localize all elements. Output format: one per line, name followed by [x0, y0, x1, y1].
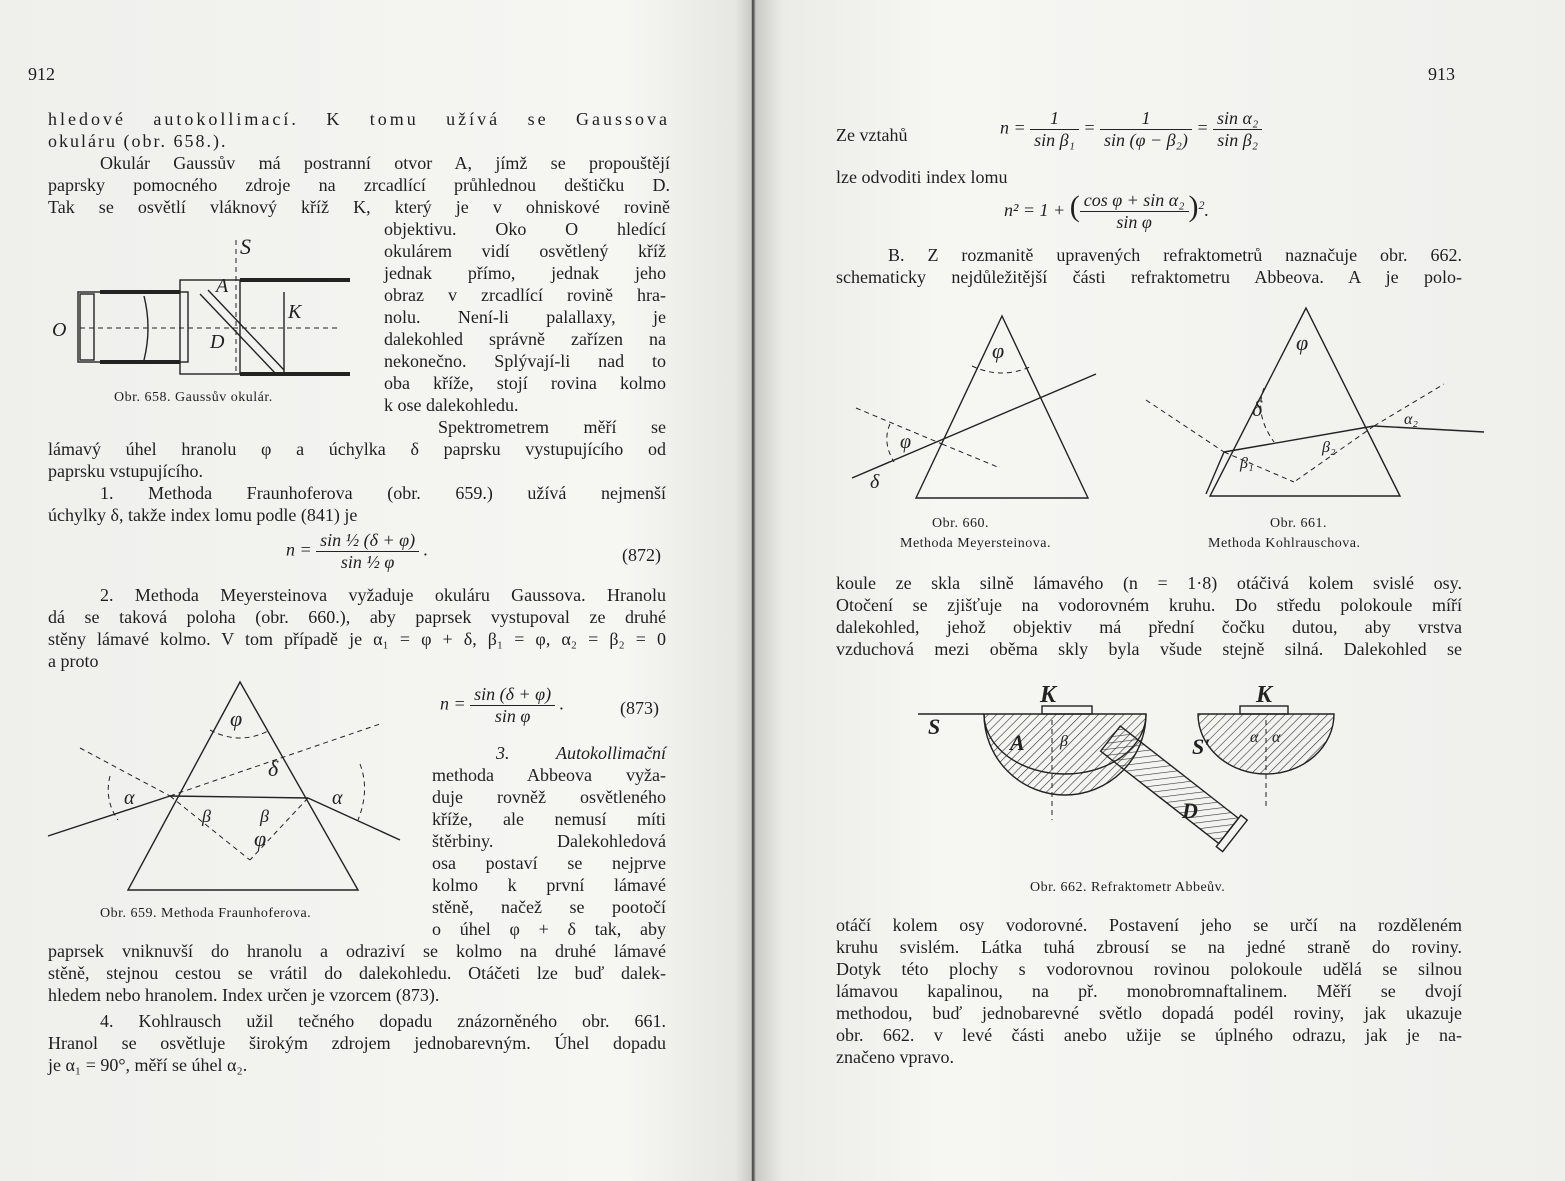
equation-top: n = $\frac{1}{\text{sin β₁}}$ = $\frac{1}{\text{sin (φ − β₂)}}$ = $\frac{\text{sin α₂}}{\text{sin β₂}}$: [1000, 108, 1262, 151]
label-alpha: α: [332, 787, 343, 809]
eq-tail: .: [559, 693, 565, 714]
fig662-caption: Obr. 662. Refraktometr Abbeův.: [1030, 880, 1226, 895]
text-line: okuláru (obr. 658.).: [48, 131, 228, 151]
text-line: lámavý úhel hranolu φ a úchylka δ paprsku vystupujícího od: [48, 439, 666, 459]
text-line: hledem nebo hranolem. Index určen je vzorcem (873).: [48, 985, 440, 1005]
label-phi: φ: [1296, 330, 1309, 355]
text-line: dá se taková poloha (obr. 660.), aby paprsek vystupoval ze druhé: [48, 607, 666, 627]
figure-662: [912, 680, 1352, 870]
text-line: stěně, stejnou cestou se vrátil do dalekohledu. Otáčeti lze buď dalek-: [48, 963, 666, 983]
label-beta: β: [1060, 733, 1068, 750]
label-alpha: α: [124, 787, 135, 809]
text-line: 2. Methoda Meyersteinova vyžaduje okuláru Gaussova. Hranolu: [100, 585, 666, 605]
label-o: O: [52, 319, 67, 341]
eq-num: sin α₂: [1213, 108, 1262, 130]
label-s: S: [928, 714, 941, 739]
fig660-caption-1: Obr. 660.: [932, 516, 989, 531]
figure-658: [40, 232, 370, 392]
eq-num: 1: [1100, 108, 1192, 130]
eq-lhs: n² = 1 +: [1004, 200, 1066, 220]
right-page: [756, 0, 1565, 1181]
label-d: D: [1182, 798, 1198, 823]
text-line: kruhu svislém. Látka tuhá zbrousí se na jedné straně do roviny.: [836, 937, 1462, 957]
label-beta: β: [202, 806, 211, 826]
text-line: Tak se osvětlí vláknový kříž K, který je v ohniskové rovině: [48, 197, 670, 217]
text-line: otáčí kolem osy vodorovné. Postavení jeho se určí na rozděleném: [836, 915, 1462, 935]
text-line: Hranol se osvětluje širokým zdrojem jednobarevným. Úhel dopadu: [48, 1033, 666, 1053]
label-phi: φ: [254, 826, 267, 851]
text-line: stěny lámavé kolmo. V tom případě je α₁ = φ + δ, β₁ = φ, α₂ = β₂ = 0: [48, 629, 666, 649]
label-alpha: α: [1272, 729, 1281, 746]
text-line: 4. Kohlrausch užil tečného dopadu znázorněného obr. 661.: [100, 1011, 666, 1031]
label-phi: φ: [230, 706, 243, 731]
text-line: 3. Autokollimační: [496, 743, 666, 763]
text-line: methodou, buď jednobarevné světlo dopadá podél roviny, jak ukazuje: [836, 1003, 1462, 1023]
label-phi: φ: [900, 431, 912, 453]
eq-lhs: n =: [286, 539, 312, 560]
eq-den: sin φ: [1116, 212, 1152, 233]
text-line: nekonečno. Splývají-li nad to: [384, 351, 666, 371]
eq-exp: 2: [1198, 198, 1205, 212]
text-line: kolmo k první lámavé: [432, 875, 666, 895]
text-line: Dotyk této plochy s vodorovnou rovinou polokoule udělá se silnou: [836, 959, 1462, 979]
text-line: úchylky δ, takže index lomu podle (841) je: [48, 505, 358, 525]
eq-tail: .: [423, 539, 429, 560]
text-line: vzduchová mezi oběma skly byla všude stejně silná. Dalekohled se: [836, 639, 1462, 659]
text-line: a proto: [48, 651, 99, 671]
label-beta: β: [260, 806, 269, 826]
text-line: lámavou kapalinou, na př. monobromnaftalinem. Měří se dvojí: [836, 981, 1462, 1001]
label-k: K: [1040, 682, 1057, 708]
text-line: lze odvoditi index lomu: [836, 167, 1008, 187]
text-line: 1. Methoda Fraunhoferova (obr. 659.) užívá nejmenší: [100, 483, 666, 503]
text-line: paprsku vstupujícího.: [48, 461, 203, 481]
eq-lhs: n =: [440, 693, 466, 714]
eq-den: sin φ: [494, 706, 531, 726]
eq-prefix: Ze vztahů: [836, 125, 908, 145]
label-k: K: [1256, 682, 1273, 708]
text-line: paprsek vniknuvší do hranolu a odraziví se kolmo na druhé lámavé: [48, 941, 666, 961]
label-k: K: [288, 301, 302, 323]
fig660-caption-2: Methoda Meyersteinova.: [900, 536, 1051, 551]
text-line: duje rovněž osvětleného: [432, 787, 666, 807]
page-number: 912: [28, 64, 55, 84]
text-line: dalekohled, jehož objektiv má přední čočku dutou, aby vrstva: [836, 617, 1462, 637]
label-beta2: β₂: [1322, 439, 1336, 456]
label-phi: φ: [992, 338, 1005, 363]
page-number: 913: [1428, 64, 1455, 84]
equation-n2: n² = 1 + ( $\frac{\text{cos φ + sin α₂}}{\text{sin φ}}$ )$^2$.: [1004, 190, 1210, 233]
text-line: nolu. Není-li palallaxy, je: [384, 307, 666, 327]
figure-659: [40, 680, 400, 895]
eq-den: sin ½ φ: [340, 552, 395, 572]
label-delta: δ: [1252, 396, 1263, 421]
equation-873: [440, 684, 564, 727]
text-line: B. Z rozmanitě upravených refraktometrů naznačuje obr. 662.: [888, 245, 1462, 265]
eq-den: sin (φ − β₂): [1104, 130, 1188, 150]
text-line: schematicky nejdůležitější části refraktometru Abbeova. A je polo-: [836, 267, 1462, 287]
text-line: štěrbiny. Dalekohledová: [432, 831, 666, 851]
text-line: paprsky pomocného zdroje na zrcadlící průhlednou deštičku D.: [48, 175, 670, 195]
text-line: k ose dalekohledu.: [384, 395, 519, 415]
text-line: osa postaví se nejprve: [432, 853, 666, 873]
equation-number: (872): [622, 545, 661, 565]
eq-den: sin β₂: [1217, 130, 1258, 150]
label-alpha2: α₂: [1404, 411, 1418, 428]
fig658-caption: Obr. 658. Gaussův okulár.: [114, 390, 273, 405]
fig659-caption: Obr. 659. Methoda Fraunhoferova.: [100, 906, 312, 921]
label-s-prime: S′: [1192, 734, 1211, 759]
label-delta: δ: [268, 756, 279, 781]
equation-number: (873): [620, 698, 659, 718]
text-line: Otočení se zjišťuje na vodorovném kruhu. Do středu polokoule míří: [836, 595, 1462, 615]
eq-num: cos φ + sin α₂: [1080, 190, 1189, 212]
label-beta1: β₁: [1240, 455, 1254, 472]
text-line: methoda Abbeova vyža-: [432, 765, 666, 785]
eq-num: sin ½ (δ + φ): [316, 530, 419, 552]
text-line: koule ze skla silně lámavého (n = 1·8) otáčivá kolem svislé osy.: [836, 573, 1462, 593]
text-line: hledové autokollimací. K tomu užívá se Gaussova: [48, 109, 670, 129]
label-a: A: [216, 275, 229, 297]
figure-661: [1144, 304, 1504, 504]
eq-lhs: n =: [1000, 117, 1026, 138]
text-line: objektivu. Oko O hledící: [384, 219, 666, 239]
text-line: jednak přímo, jednak jeho: [384, 263, 666, 283]
fig661-caption-2: Methoda Kohlrauschova.: [1208, 536, 1361, 551]
left-page: [0, 0, 750, 1181]
equation-872: [286, 530, 428, 573]
figure-660: [846, 312, 1126, 502]
label-s: S: [240, 234, 251, 259]
text-line: kříže, ale nemusí míti: [432, 809, 666, 829]
label-alpha: α: [1250, 729, 1259, 746]
label-d: D: [210, 331, 225, 353]
fig661-caption-1: Obr. 661.: [1270, 516, 1327, 531]
eq-den: sin β₁: [1034, 130, 1075, 150]
text-line: obraz v zrcadlící rovině hra-: [384, 285, 666, 305]
text-line: dalekohled správně zařízen na: [384, 329, 666, 349]
text-line: Okulár Gaussův má postranní otvor A, jímž se propouštějí: [100, 153, 670, 173]
label-delta: δ: [870, 471, 880, 493]
eq-num: 1: [1030, 108, 1079, 130]
text-line: okulárem vidí osvětlený kříž: [384, 241, 666, 261]
text-line: o úhel φ + δ tak, aby: [432, 919, 666, 939]
text-line: značeno vpravo.: [836, 1047, 954, 1067]
label-a: A: [1010, 730, 1025, 755]
text-line: Spektrometrem měří se: [438, 417, 666, 437]
text-line: oba kříže, stojí rovina kolmo: [384, 373, 666, 393]
text-line: je α₁ = 90°, měří se úhel α₂.: [48, 1055, 248, 1075]
text-line: stěně, načež se pootočí: [432, 897, 666, 917]
eq-num: sin (δ + φ): [470, 684, 555, 706]
text-line: obr. 662. v levé části anebo užije se úplného odrazu, jak je na-: [836, 1025, 1462, 1045]
